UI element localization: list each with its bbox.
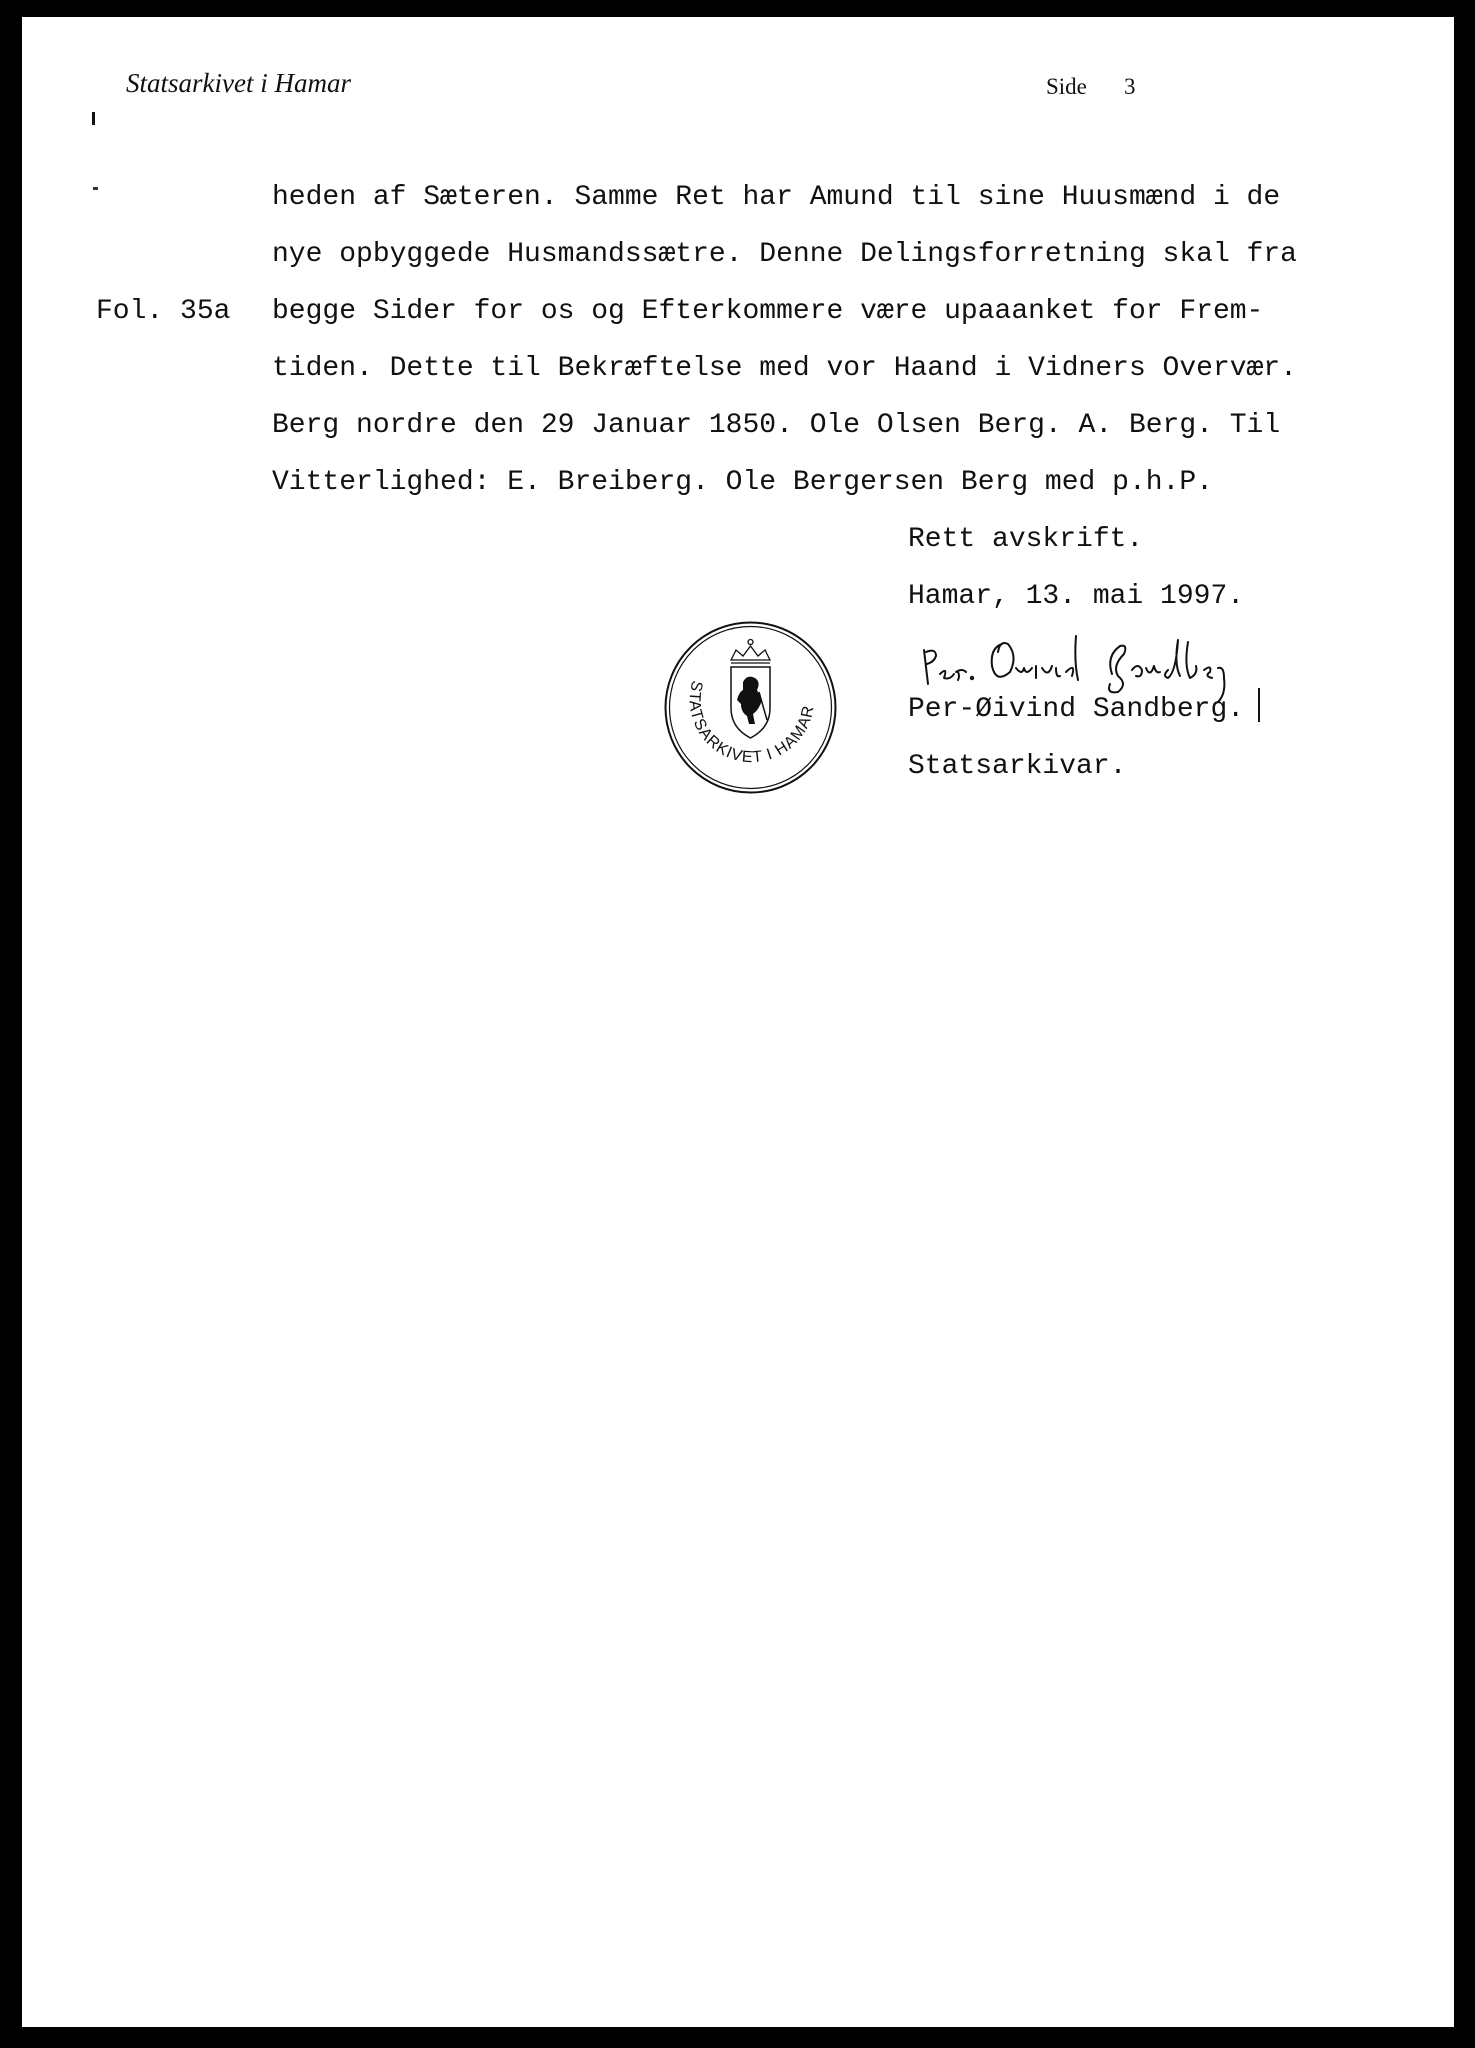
body-text-line: heden af Sæteren. Samme Ret har Amund til sine Huusmænd i de xyxy=(272,182,1281,213)
archive-header-title: Statsarkivet i Hamar xyxy=(126,68,351,98)
body-text-line: nye opbyggede Husmandssætre. Denne Delingsforretning skal fra xyxy=(272,239,1297,270)
scan-mark xyxy=(93,187,98,190)
folio-margin-note: Fol. 35a xyxy=(96,296,231,327)
coat-of-arms-lion-icon xyxy=(731,667,770,738)
certification-place-date: Hamar, 13. mai 1997. xyxy=(908,581,1245,612)
page-number: 3 xyxy=(1124,74,1136,99)
archive-seal-stamp xyxy=(663,620,838,795)
scan-mark xyxy=(92,112,95,125)
body-text-line: tiden. Dette til Bekræftelse med vor Haand i Vidners Overvær. xyxy=(272,353,1297,384)
body-text-line: begge Sider for os og Efterkommere være upaaanket for Frem- xyxy=(272,296,1264,327)
body-text-line: Berg nordre den 29 Januar 1850. Ole Olsen Berg. A. Berg. Til xyxy=(272,410,1281,441)
signer-title: Statsarkivar. xyxy=(908,751,1127,782)
page-side-label: Side xyxy=(1046,74,1087,99)
certification-statement: Rett avskrift. xyxy=(908,524,1144,555)
signer-name: Per-Øivind Sandberg. xyxy=(908,694,1245,725)
body-text-line: Vitterlighed: E. Breiberg. Ole Bergersen Berg med p.h.P. xyxy=(272,467,1213,498)
signature-bar-mark xyxy=(1258,688,1260,722)
seal-text: STATSARKIVET I HAMAR xyxy=(685,678,818,767)
crown-icon xyxy=(731,640,770,664)
